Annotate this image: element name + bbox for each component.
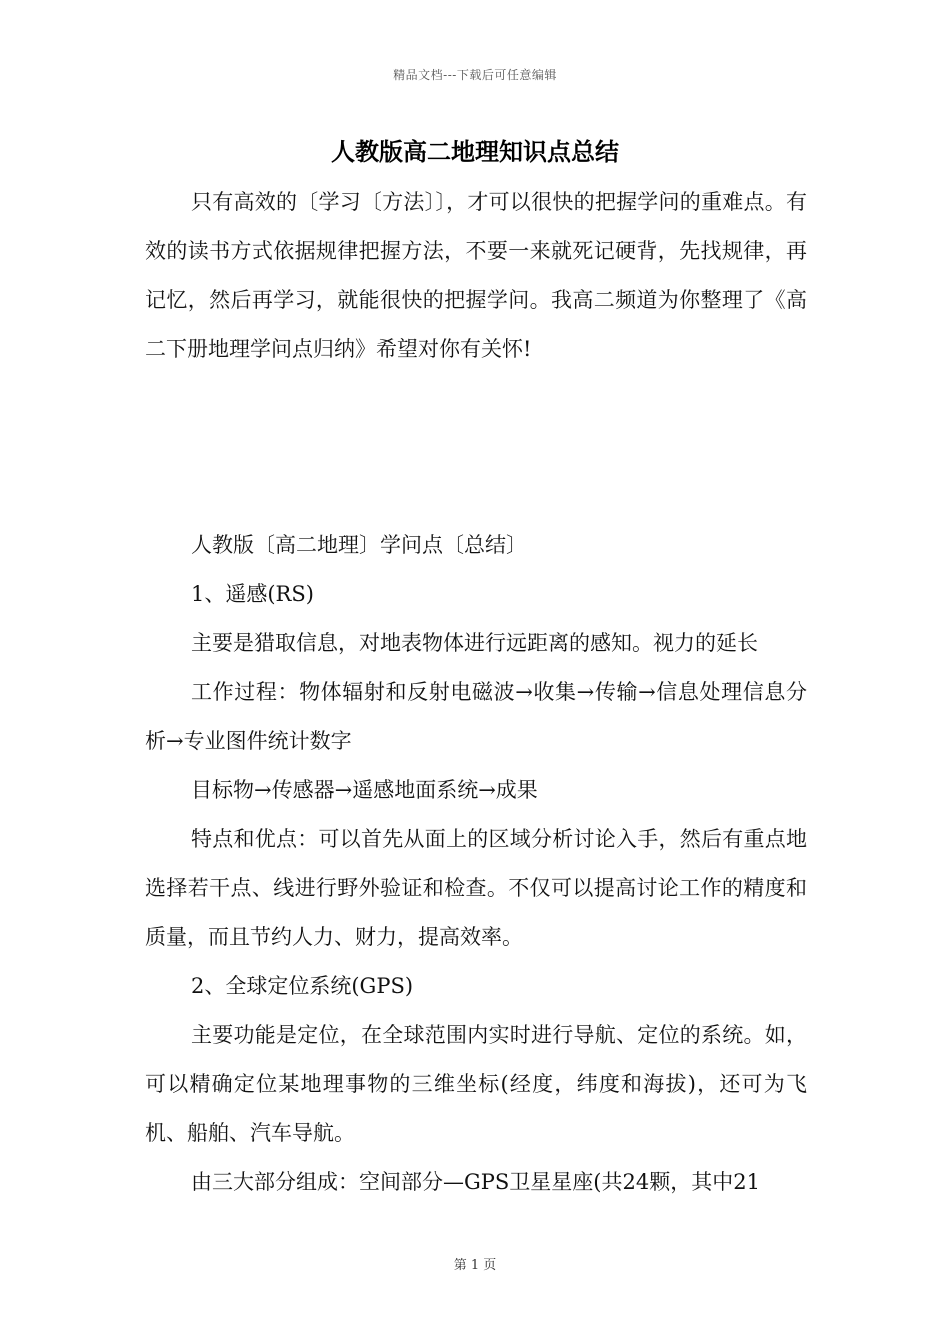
body-paragraph: 工作过程：物体辐射和反射电磁波→收集→传输→信息处理信息分析→专业图件统计数字: [145, 680, 807, 753]
intro-paragraph: 只有高效的〔学习〔方法〕〕，才可以很快的把握学问的重难点。有效的读书方式依据规律把握方法，不要一来就死记硬背，先找规律，再记忆，然后再学习，就能很快的把握学问。我高二频道为你整理了《高二下册地理学问点归纳》希望对你有关怀!: [145, 190, 807, 361]
header-note: 精品文档---下载后可任意编辑: [393, 68, 557, 82]
document-body: [145, 178, 807, 1207]
body-paragraph: 由三大部分组成：空间部分—GPS卫星星座(共24颗，其中21: [191, 1170, 760, 1194]
section-heading: 人教版〔高二地理〕学问点〔总结〕: [191, 533, 527, 557]
subsection-heading-rs: 1、遥感(RS): [191, 582, 314, 606]
document-title: 人教版高二地理知识点总结: [331, 137, 619, 166]
body-paragraph: 目标物→传感器→遥感地面系统→成果: [191, 778, 538, 802]
subsection-heading-gps: 2、全球定位系统(GPS): [191, 974, 414, 998]
body-paragraph: 主要功能是定位，在全球范围内实时进行导航、定位的系统。如，可以精确定位某地理事物的三维坐标(经度，纬度和海拔)，还可为飞机、船舶、汽车导航。: [145, 1023, 807, 1145]
body-paragraph: 主要是猎取信息，对地表物体进行远距离的感知。视力的延长: [191, 631, 758, 655]
page-number: 第 1 页: [453, 1258, 497, 1273]
body-paragraph: 特点和优点：可以首先从面上的区域分析讨论入手，然后有重点地选择若干点、线进行野外验证和检查。不仅可以提高讨论工作的精度和质量，而且节约人力、财力，提高效率。: [145, 827, 807, 949]
